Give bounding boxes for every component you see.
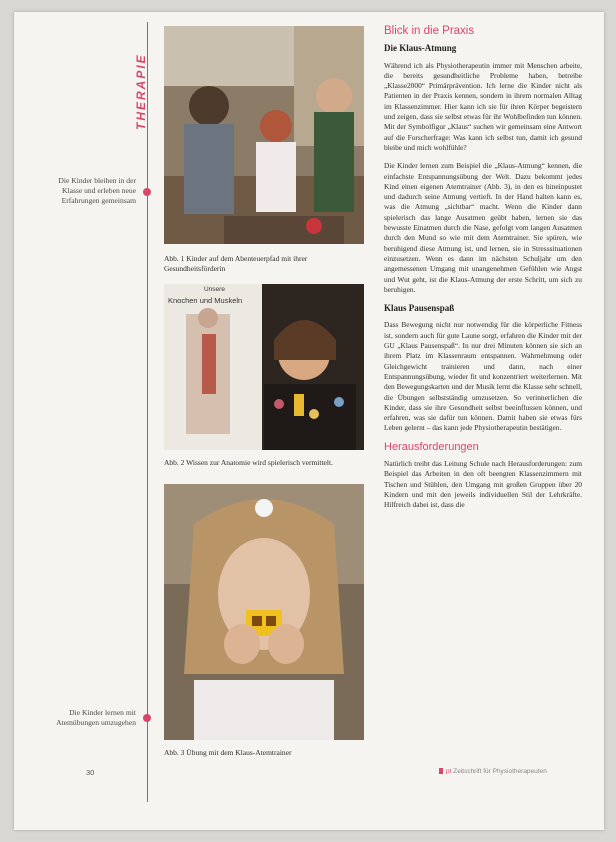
paragraph-3: Dass Bewegung nicht nur notwendig für die körperliche Fitness ist, sondern auch für gute Laune sorgt, erfahren die Kinder mit der GU „Klaus Pausenspaß“. In nur drei Minuten können sie sich an ihrem Platz im Klassenraum entspannen. Wahrnehmung oder Gleichgewicht trainieren und dann, nach einer Entspannungsübung, wieder fit und konzentriert weiterlernen. Mit den Bewegungskarten und der Musik lernt die Klasse sehr schnell, die Übungen selbstständig umzusetzen. So verinnerlichen die Kinder, dass sie ihre Gesundheit selbst beeinflussen können, und erfahren, was sie dafür tun können. Damit haben sie etwas fürs Leben gelernt – das kann jede Physiotherapeutin bestätigen.	[384, 320, 582, 433]
rule-marker	[143, 188, 151, 196]
poster-title-line1: Unsere	[204, 286, 225, 293]
poster-title-line2: Knochen und Muskeln	[168, 296, 243, 305]
margin-note-2: Die Kinder lernen mit Atemübungen umzugehen	[56, 708, 136, 727]
photo-breathing-trainer	[164, 484, 364, 740]
photo-anatomy-poster	[164, 284, 364, 450]
caption-3: Abb. 3 Übung mit dem Klaus-Atemtrainer	[164, 748, 292, 757]
caption-1: Abb. 1 Kinder auf dem Abenteuerpfad mit ihrer Gesundheitsförderin	[164, 254, 308, 273]
subheading-klaus-breathing: Die Klaus-Atmung	[384, 43, 457, 54]
journal-abbrev: pt	[446, 768, 452, 775]
footer-marker	[439, 768, 443, 774]
section-label: THERAPIE	[134, 53, 148, 130]
journal-footer	[446, 768, 547, 775]
paragraph-4: Natürlich treibt das Leitung Schule nach Herausforderungen: zum Beispiel das Arbeiten in den oft beengten Klassenzimmern mit Tischen und Stühlen, den Umgang mit großen Gruppen über 20 Kindern und mit den jeweils individuellen Stil der Lehrkräfte. Hilfreich dabei ist, dass die	[384, 458, 582, 510]
subheading-pause-fun: Klaus Pausenspaß	[384, 303, 455, 314]
page-number: 30	[86, 768, 95, 777]
margin-note-1: Die Kinder bleiben in der Klasse und erleben neue Erfahrungen gemeinsam	[58, 176, 136, 205]
photo-class-exercise	[164, 26, 364, 244]
journal-name: Zeitschrift für Physiotherapeuten	[453, 768, 547, 775]
paragraph-1: Während ich als Physiotherapeutin immer mit Menschen arbeite, die bereits gesundheitliche Probleme haben, betreibe „Klasse2000“ Primärprävention. Ich lerne die Kinder nicht als Patienten in der Praxis kennen, sondern in ihrem normalen Alltag im Klassenzimmer. Hier kann ich sie für ihren Körper begeistern und zeigen, dass sie selbst etwas für ihr Wohlbefinden tun können. Mit der Symbolfigur „Klaus“ suchen wir gemeinsam eine Antwort auf die Forscherfrage: Was kann ich selbst tun, damit ich gesund bleibe und mich wohlfühle?	[384, 60, 582, 152]
section-heading-challenges: Herausforderungen	[384, 440, 479, 453]
section-heading-practice: Blick in die Praxis	[384, 25, 475, 37]
paragraph-2: Die Kinder lernen zum Beispiel die „Klaus-Atmung“ kennen, die einfachste Entspannungsübung der Welt. Dazu bekommt jedes Kind einen eigenen Atemtrainer (Abb. 3), in den es hineinpustet und dadurch seine Atmung vertieft. In der Hand halten kann es, was die Atmung „sichtbar“ macht. Wenn die Kinder dann spielerisch das lange Ausatmen geübt haben, lernen sie das bewusste Einatmen durch die Nase, gefolgt vom langen Ausatmen durch den Mund so wie mit dem Atemtrainer. Sie spüren, wie beruhigend diese Atmung ist, und lernen, sie in Stresssituationen einzusetzen. Wenn es dann im nächsten Schuljahr um den angemessenen Umgang mit unangenehmen Gefühlen wie Angst und Wut geht, ist die Klaus-Atmung der erste Schritt, um sich zu beruhigen.	[384, 161, 582, 294]
caption-2: Abb. 2 Wissen zur Anatomie wird spielerisch vermittelt.	[164, 458, 333, 467]
rule-marker	[143, 714, 151, 722]
magazine-page	[14, 12, 604, 830]
margin-rule	[147, 22, 148, 802]
article-column	[384, 26, 582, 518]
